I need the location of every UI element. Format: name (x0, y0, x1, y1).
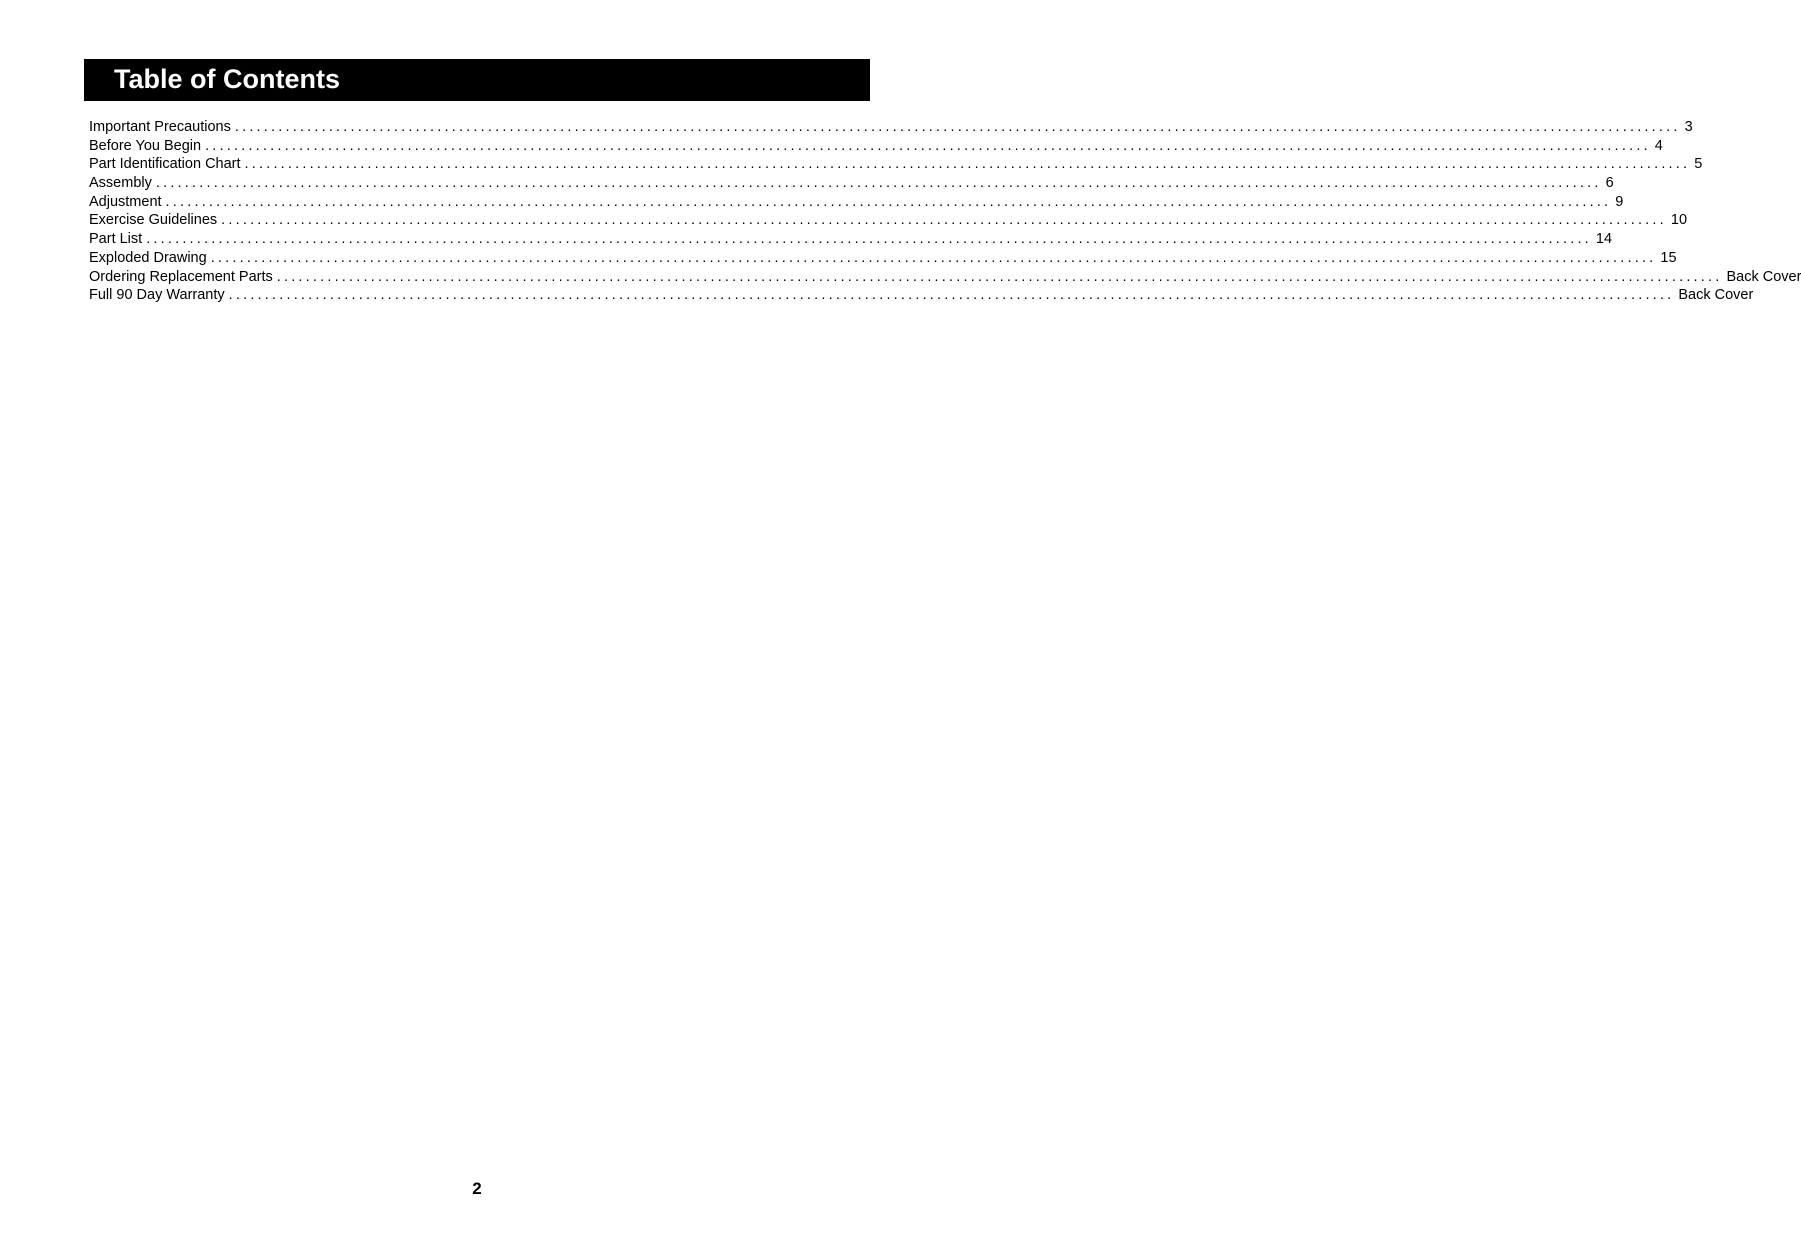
dot-leader: ........................................................................................................................................................................................................ (244, 156, 1691, 173)
toc-entry-label: Assembly (89, 175, 152, 192)
toc-entry-label: Exercise Guidelines (89, 212, 218, 229)
dot-leader: ........................................................................................................................................................................................................ (276, 268, 1723, 285)
toc-entry-page: 5 (1694, 156, 1703, 173)
dot-leader: ........................................................................................................................................................................................................ (228, 287, 1675, 304)
toc-entry-label: Before You Begin (89, 137, 202, 154)
toc-entry-page: 9 (1615, 193, 1624, 210)
title-bar (84, 59, 870, 101)
toc-entry-label: Important Precautions (89, 119, 231, 135)
toc-entry-part-identification-chart[interactable] (89, 155, 1703, 174)
toc-entry-page: 10 (1670, 212, 1688, 229)
toc-entry-exercise-guidelines[interactable] (89, 211, 1688, 230)
toc-entry-adjustment[interactable] (89, 193, 1624, 212)
toc-entry-label: Full 90 Day Warranty (89, 287, 225, 304)
dot-leader: ........................................................................................................................................................................................................ (165, 193, 1612, 210)
toc-entry-label: Ordering Replacement Parts (89, 268, 273, 285)
page-title: Table of Contents (114, 64, 340, 94)
toc-entry-exploded-drawing[interactable] (89, 249, 1677, 268)
toc-entry-page: 14 (1595, 231, 1613, 248)
toc-entry-label: Exploded Drawing (89, 249, 207, 266)
toc-entry-page: Back Cover (1678, 287, 1754, 304)
dot-leader: ........................................................................................................................................................................................................ (210, 249, 1657, 266)
dot-leader: ........................................................................................................................................................................................................ (205, 137, 1651, 154)
page-number: 2 (472, 1179, 482, 1198)
toc-entry-page: 4 (1654, 137, 1663, 154)
toc-entry-page: Back Cover (1726, 268, 1801, 285)
toc-entry-important-precautions[interactable] (89, 118, 1693, 137)
toc-entry-assembly[interactable] (89, 174, 1614, 193)
table-of-contents (89, 118, 1801, 305)
toc-entry-part-list[interactable] (89, 230, 1613, 249)
dot-leader: ........................................................................................................................................................................................................ (155, 175, 1602, 192)
toc-entry-page: 3 (1684, 119, 1693, 135)
toc-entry-before-you-begin[interactable] (89, 137, 1663, 156)
toc-entry-label: Part List (89, 231, 143, 248)
toc-entry-full-90-day-warranty[interactable] (89, 286, 1754, 305)
toc-entry-page: 15 (1660, 249, 1677, 266)
toc-entry-label: Adjustment (89, 193, 162, 210)
dot-leader: ........................................................................................................................................................................................................ (221, 212, 1667, 229)
toc-entry-label: Part Identification Chart (89, 156, 241, 173)
toc-entry-ordering-replacement-parts[interactable] (89, 268, 1801, 287)
toc-entry-page: 6 (1605, 175, 1614, 192)
dot-leader: ........................................................................................................................................................................................................ (146, 231, 1592, 248)
dot-leader: ........................................................................................................................................................................................................ (234, 119, 1681, 135)
